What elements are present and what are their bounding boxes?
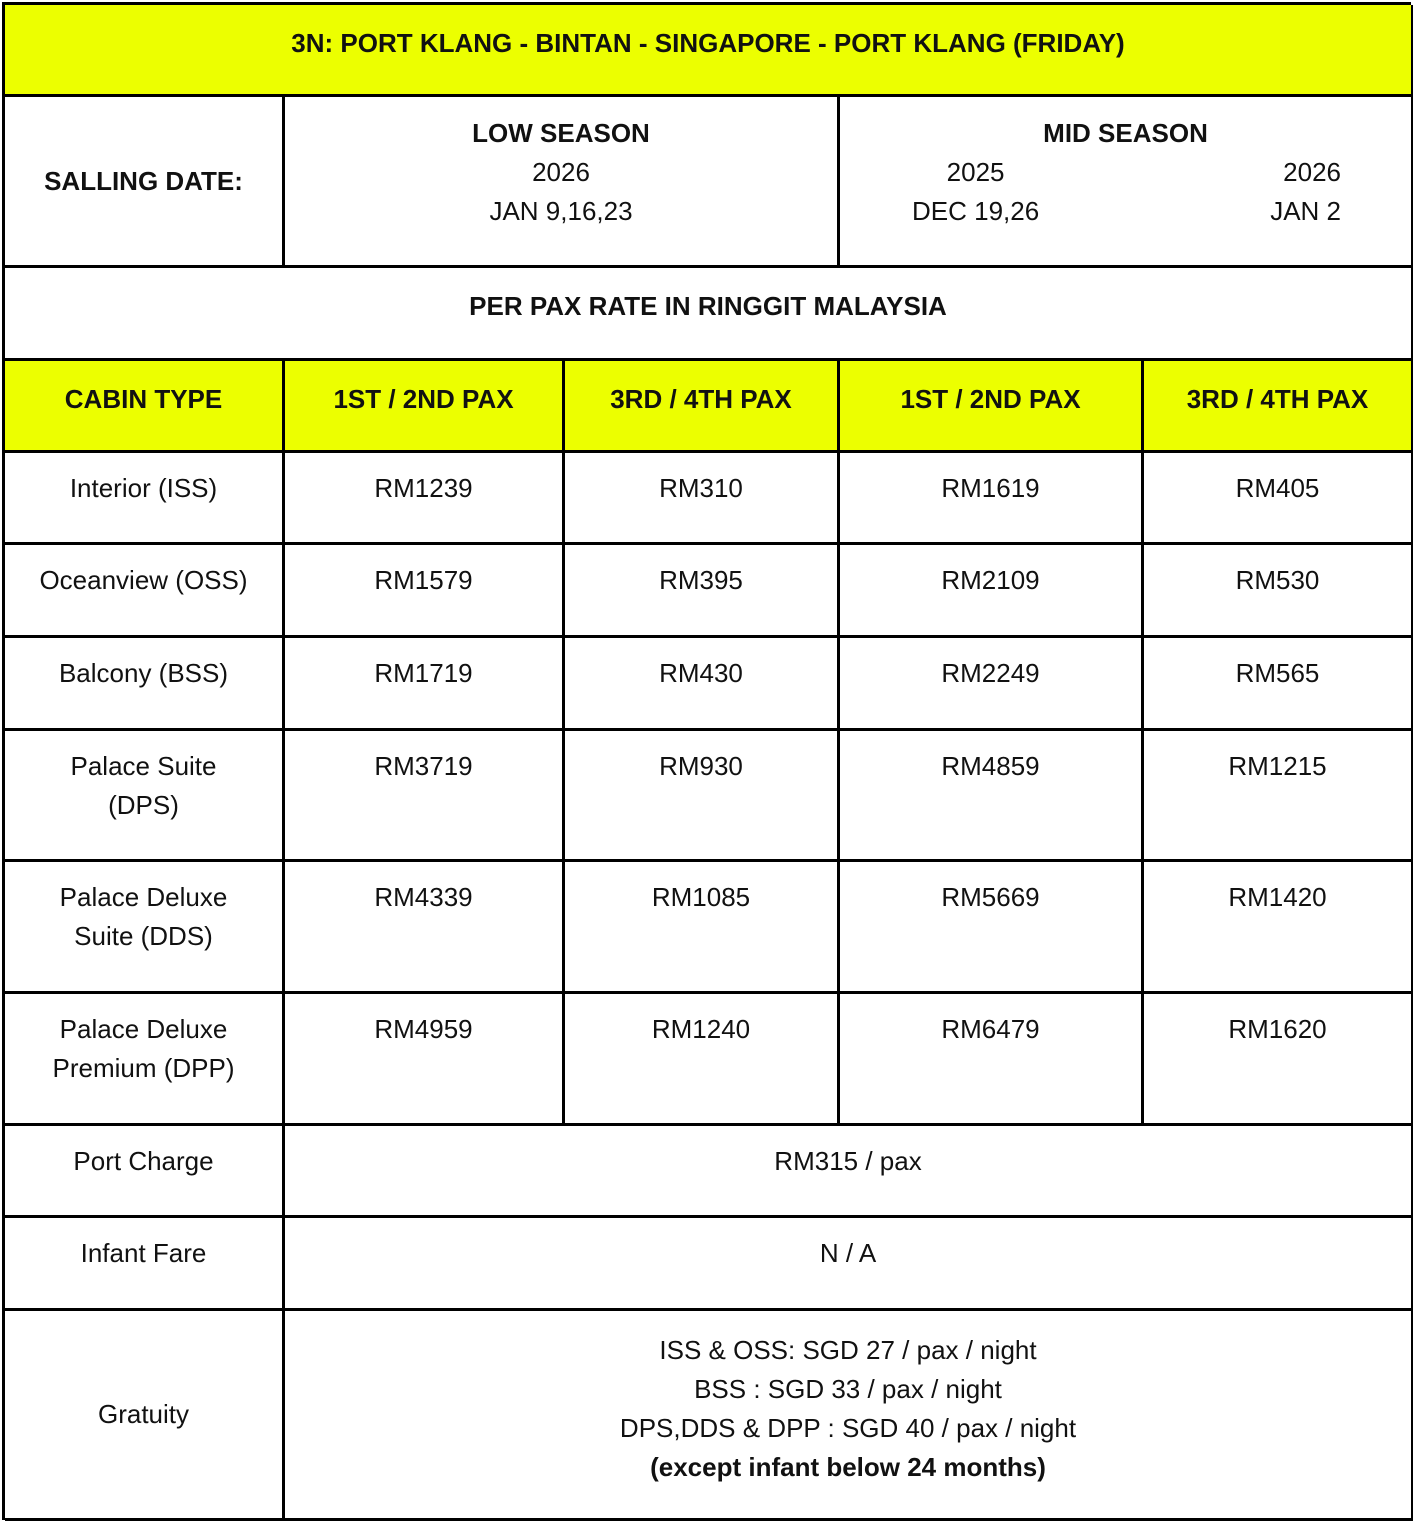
cabin-type-cell: Interior (ISS)	[5, 453, 285, 545]
rate-cell: RM395	[565, 545, 840, 638]
header-mid-3rd-4th-pax: 3RD / 4TH PAX	[1144, 361, 1413, 453]
infant-fare-value: N / A	[285, 1218, 1413, 1311]
rate-cell: RM6479	[840, 994, 1144, 1126]
header-low-3rd-4th-pax: 3RD / 4TH PAX	[565, 361, 840, 453]
low-season-dates: JAN 9,16,23	[489, 196, 633, 226]
cabin-type-cell	[5, 731, 285, 862]
rate-cell: RM530	[1144, 545, 1413, 638]
low-season-year: 2026	[532, 157, 590, 187]
mid-season-columns	[840, 153, 1411, 231]
port-charge-value: RM315 / pax	[285, 1126, 1413, 1218]
rate-cell: RM1240	[565, 994, 840, 1126]
rate-cell: RM1420	[1144, 862, 1413, 994]
rate-cell: RM310	[565, 453, 840, 545]
cabin-type-line: Palace Suite	[70, 751, 217, 781]
low-season-heading: LOW SEASON	[472, 118, 650, 148]
rate-cell: RM1085	[565, 862, 840, 994]
rate-cell: RM405	[1144, 453, 1413, 545]
rate-cell: RM430	[565, 638, 840, 731]
cabin-type-line: (DPS)	[108, 790, 179, 820]
rate-cell: RM1619	[840, 453, 1144, 545]
mid-season-left	[912, 153, 1039, 231]
mid-season-cell	[840, 97, 1413, 268]
rate-cell: RM1215	[1144, 731, 1413, 862]
cabin-type-line: Premium (DPP)	[52, 1053, 235, 1083]
rate-cell: RM4959	[285, 994, 565, 1126]
cabin-type-cell	[5, 994, 285, 1126]
mid-season-dates-2026: JAN 2	[1270, 196, 1341, 226]
rate-cell: RM1239	[285, 453, 565, 545]
gratuity-note: (except infant below 24 months)	[650, 1452, 1046, 1482]
rate-cell: RM3719	[285, 731, 565, 862]
cabin-type-line: Suite (DDS)	[74, 921, 213, 951]
cabin-type-cell: Balcony (BSS)	[5, 638, 285, 731]
cabin-type-line: Palace Deluxe	[59, 1014, 228, 1044]
rate-cell: RM2109	[840, 545, 1144, 638]
mid-season-year-2025: 2025	[946, 157, 1005, 187]
header-cabin-type: CABIN TYPE	[5, 361, 285, 453]
rate-cell: RM1719	[285, 638, 565, 731]
rate-cell: RM4859	[840, 731, 1144, 862]
rate-cell: RM5669	[840, 862, 1144, 994]
rate-cell: RM2249	[840, 638, 1144, 731]
header-low-1st-2nd-pax: 1ST / 2ND PAX	[285, 361, 565, 453]
gratuity-line: DPS,DDS & DPP : SGD 40 / pax / night	[619, 1413, 1077, 1443]
header-mid-1st-2nd-pax: 1ST / 2ND PAX	[840, 361, 1144, 453]
rate-table	[2, 2, 1411, 1520]
gratuity-line: ISS & OSS: SGD 27 / pax / night	[659, 1335, 1037, 1365]
sailing-date-label: SALLING DATE:	[5, 97, 285, 268]
gratuity-label: Gratuity	[5, 1311, 285, 1521]
mid-season-heading: MID SEASON	[1043, 118, 1208, 148]
low-season-cell	[285, 97, 840, 268]
mid-season-dates-2025: DEC 19,26	[912, 196, 1040, 226]
rate-caption: PER PAX RATE IN RINGGIT MALAYSIA	[5, 268, 1413, 361]
rate-cell: RM930	[565, 731, 840, 862]
rate-cell: RM565	[1144, 638, 1413, 731]
rate-cell: RM4339	[285, 862, 565, 994]
gratuity-line: BSS : SGD 33 / pax / night	[694, 1374, 1002, 1404]
rate-cell: RM1579	[285, 545, 565, 638]
port-charge-label: Port Charge	[5, 1126, 285, 1218]
cabin-type-cell	[5, 862, 285, 994]
mid-season-year-2026: 2026	[1283, 157, 1341, 187]
table-title: 3N: PORT KLANG - BINTAN - SINGAPORE - PORT KLANG (FRIDAY)	[5, 5, 1413, 97]
rate-cell: RM1620	[1144, 994, 1413, 1126]
mid-season-right	[1270, 153, 1341, 231]
cabin-type-cell: Oceanview (OSS)	[5, 545, 285, 638]
gratuity-details	[285, 1311, 1413, 1521]
infant-fare-label: Infant Fare	[5, 1218, 285, 1311]
cabin-type-line: Palace Deluxe	[59, 882, 228, 912]
